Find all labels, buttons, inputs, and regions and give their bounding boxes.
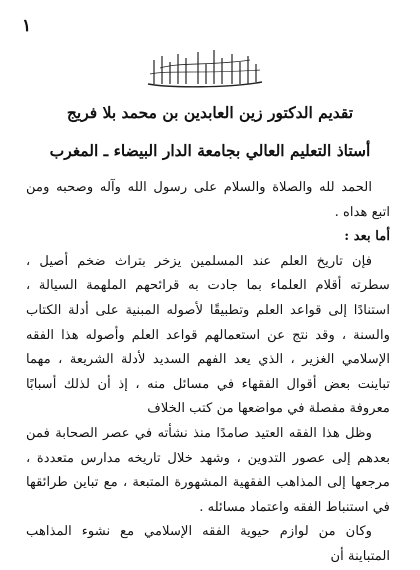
body-text	[26, 176, 390, 570]
paragraph: وكان من لوازم حيوية الفقه الإسلامي مع نشوء المذاهب المتباينة أن	[26, 524, 390, 564]
page-number: ١	[22, 16, 32, 36]
paragraph: فإن تاريخ العلم عند المسلمين يزخر بتراث ضخم أصيل ، سطرته أقلام العلماء بما جادت به قرائحهم الملهمة السيالة ، استنادًا إلى قواعد العلم وتطبيقًا لأصوله المبنية على أدلة الكتاب والسنة ، وقد نتج عن استعمالهم قواعد العلم وأصوله هذا الفقه الإسلامي الغزير ، الذي يعد الفهم السديد لأدلة الشريعة ، مهما تباينت بعض أقوال الفقهاء في مسائل منه ، إذ أن لذلك أسبابًا معروفة مفصلة في مواضعها من كتب الخلاف	[26, 253, 390, 417]
paragraph: وظل هذا الفقه العتيد صامدًا منذ نشأته في عصر الصحابة فمن بعدهم إلى عصور التدوين ، وشهد خلال تاريخه مدارس متعددة ، مرجعها إلى المذاهب الفقهية المشهورة المتبعة ، مع تباين طرائقها في استنباط الفقه واعتماد مسائله .	[26, 425, 390, 515]
document-subtitle: أستاذ التعليم العالي بجامعة الدار البيضاء ـ المغرب	[49, 141, 371, 160]
amma-baad-heading: أما بعد :	[344, 229, 390, 245]
basmala-calligraphy	[140, 44, 270, 94]
document-title: تقديم الدكتور زين العابدين بن محمد بلا فريج	[66, 103, 354, 122]
opening-paragraph: الحمد لله والصلاة والسلام على رسول الله وآله وصحبه ومن اتبع هداه .	[26, 180, 390, 220]
